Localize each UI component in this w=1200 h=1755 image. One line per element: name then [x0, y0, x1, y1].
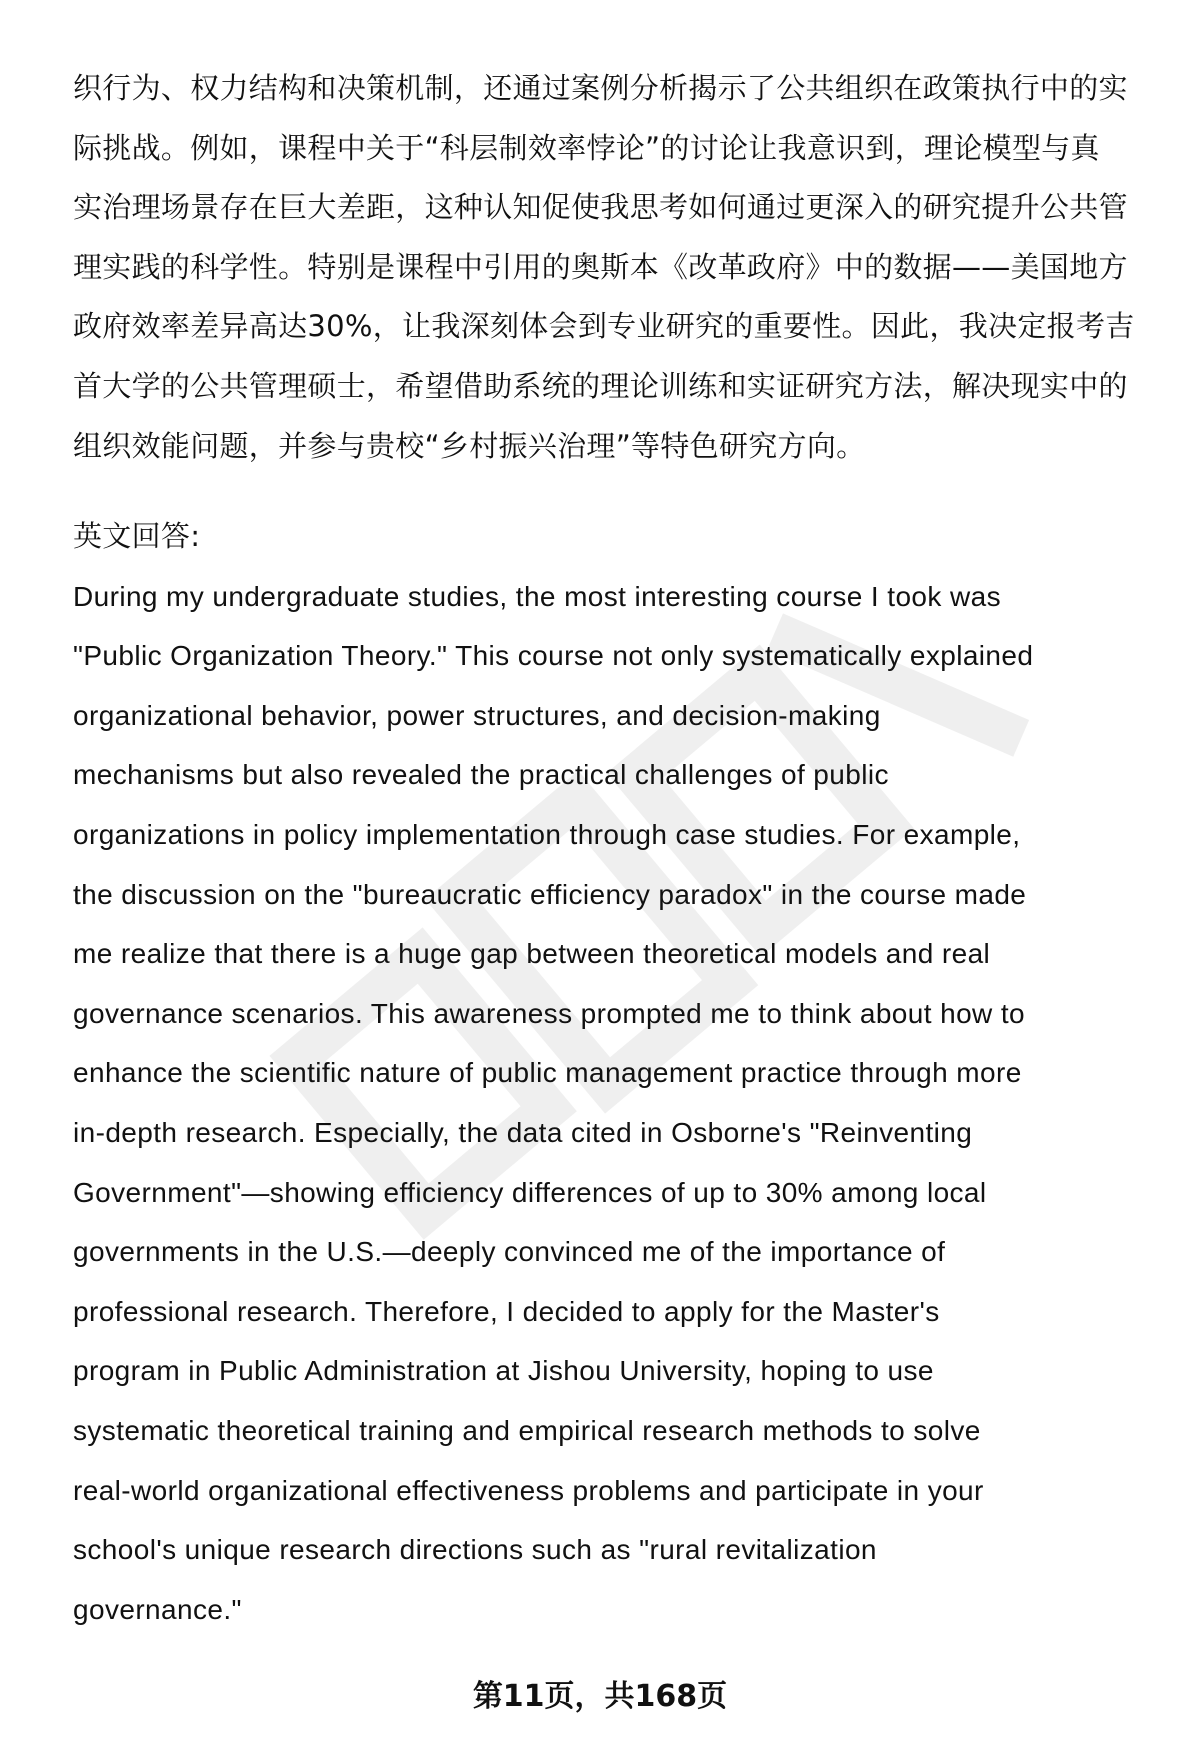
english-answer-label: 英文回答: [73, 519, 201, 553]
text-line: 际挑战。例如，课程中关于“科层制效率悖论”的讨论让我意识到，理论模型与真 [73, 130, 1100, 165]
text-line: organizations in policy implementation through case studies. For example, [73, 818, 1021, 850]
text-line: 实治理场景存在巨大差距，这种认知促使我思考如何通过更深入的研究提升公共管 [73, 190, 1128, 225]
text-line: me realize that there is a huge gap between theoretical models and real [73, 938, 991, 970]
text-line: 织行为、权力结构和决策机制，还通过案例分析揭示了公共组织在政策执行中的实 [73, 71, 1128, 105]
text-line: professional research. Therefore, I decided to apply for the Master's [73, 1295, 940, 1327]
text-line: 组织效能问题，并参与贵校“乡村振兴治理”等特色研究方向。 [73, 428, 866, 463]
text-line: Government"—showing efficiency differences of up to 30% among local [73, 1176, 987, 1208]
english-answer [73, 507, 1153, 1639]
text-line: governance scenarios. This awareness prompted me to think about how to [73, 997, 1025, 1029]
text-line: 政府效率差异高达30%，让我深刻体会到专业研究的重要性。因此，我决定报考吉 [73, 309, 1135, 344]
text-line: governments in the U.S.—deeply convinced me of the importance of [73, 1236, 946, 1268]
text-line: governance." [73, 1593, 242, 1625]
chinese-answer [73, 59, 1153, 476]
text-line: organizational behavior, power structures, and decision-making [73, 699, 881, 731]
text-line: 首大学的公共管理硕士，希望借助系统的理论训练和实证研究方法，解决现实中的 [73, 368, 1128, 403]
text-line: mechanisms but also revealed the practical challenges of public [73, 759, 889, 791]
text-line: the discussion on the "bureaucratic efficiency paradox" in the course made [73, 878, 1027, 910]
text-line: enhance the scientific nature of public management practice through more [73, 1057, 1022, 1089]
text-line: During my undergraduate studies, the most interesting course I took was [73, 580, 1001, 612]
text-line: real-world organizational effectiveness problems and participate in your [73, 1474, 984, 1506]
text-line: 理实践的科学性。特别是课程中引用的奥斯本《改革政府》中的数据——美国地方 [73, 249, 1128, 284]
text-line: systematic theoretical training and empirical research methods to solve [73, 1414, 981, 1446]
text-line: "Public Organization Theory." This course not only systematically explained [73, 640, 1034, 672]
page-number: 第11页，共168页 [472, 1679, 728, 1714]
text-line: program in Public Administration at Jishou University, hoping to use [73, 1355, 934, 1387]
text-line: school's unique research directions such as "rural revitalization [73, 1534, 877, 1566]
text-line: in-depth research. Especially, the data cited in Osborne's "Reinventing [73, 1116, 973, 1148]
